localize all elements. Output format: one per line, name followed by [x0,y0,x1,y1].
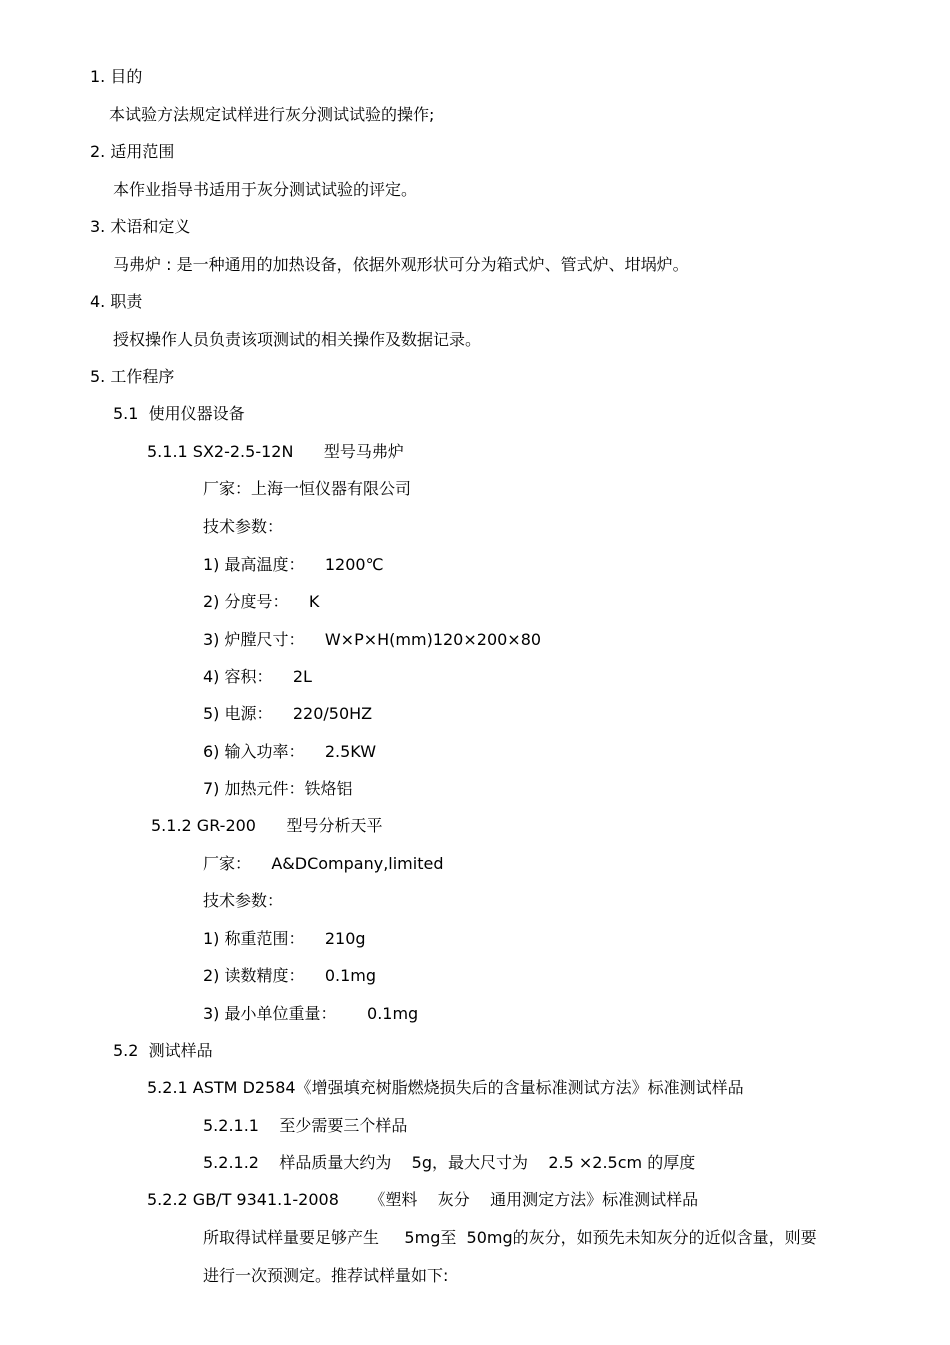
section-5-2-2-heading: 5.2.2 GB/T 9341.1-2008 《塑料 灰分 通用测定方法》标准测试样品 [147,1190,699,1209]
section-5-2-1-2: 5.2.1.2 样品质量大约为 5g，最大尺寸为 2.5 ×2.5cm 的厚度 [203,1153,696,1172]
section-3-heading: 3. 术语和定义 [90,217,191,236]
muffle-furnace-param-5: 5) 电源： 220/50HZ [203,704,373,723]
balance-maker: 厂家： A&DCompany,limited [203,854,444,873]
section-2-body: 本作业指导书适用于灰分测试试验的评定。 [113,180,418,199]
balance-param-1: 1) 称重范围： 210g [203,929,366,948]
section-4-body: 授权操作人员负责该项测试的相关操作及数据记录。 [113,330,482,349]
section-5-2-2-body-line-1: 所取得试样量要足够产生 5mg至 50mg的灰分，如预先未知灰分的近似含量，则要 [203,1228,817,1247]
balance-param-2: 2) 读数精度： 0.1mg [203,966,377,985]
section-5-2-2-body-line-2: 进行一次预测定。推荐试样量如下: [203,1266,449,1285]
balance-params-label: 技术参数： [203,891,284,910]
muffle-furnace-param-7: 7) 加热元件：铁烙铝 [203,779,353,798]
balance-param-3: 3) 最小单位重量： 0.1mg [203,1004,419,1023]
section-2-heading: 2. 适用范围 [90,142,175,161]
muffle-furnace-param-3: 3) 炉膛尺寸： W×P×H(mm)120×200×80 [203,630,542,649]
section-5-2-1-1: 5.2.1.1 至少需要三个样品 [203,1116,408,1135]
section-1-body: 本试验方法规定试样进行灰分测试试验的操作; [109,105,435,124]
section-5-heading: 5. 工作程序 [90,367,175,386]
section-5-1-heading: 5.1 使用仪器设备 [113,404,245,423]
section-1-heading: 1. 目的 [90,67,143,86]
section-5-1-1-heading: 5.1.1 SX2-2.5-12N 型号马弗炉 [147,442,404,461]
section-5-2-heading: 5.2 测试样品 [113,1041,213,1060]
section-3-body: 马弗炉 : 是一种通用的加热设备，依据外观形状可分为箱式炉、管式炉、坩埚炉。 [113,255,689,274]
muffle-furnace-param-6: 6) 输入功率： 2.5KW [203,742,377,761]
muffle-furnace-params-label: 技术参数： [203,517,284,536]
muffle-furnace-maker: 厂家：上海一恒仪器有限公司 [203,479,412,498]
section-5-1-2-heading: 5.1.2 GR-200 型号分析天平 [151,816,383,835]
section-5-2-1-heading: 5.2.1 ASTM D2584《增强填充树脂燃烧损失后的含量标准测试方法》标准测试样品 [147,1078,744,1097]
section-4-heading: 4. 职责 [90,292,143,311]
muffle-furnace-param-4: 4) 容积： 2L [203,667,312,686]
muffle-furnace-param-1: 1) 最高温度： 1200℃ [203,555,384,574]
muffle-furnace-param-2: 2) 分度号： K [203,592,320,611]
